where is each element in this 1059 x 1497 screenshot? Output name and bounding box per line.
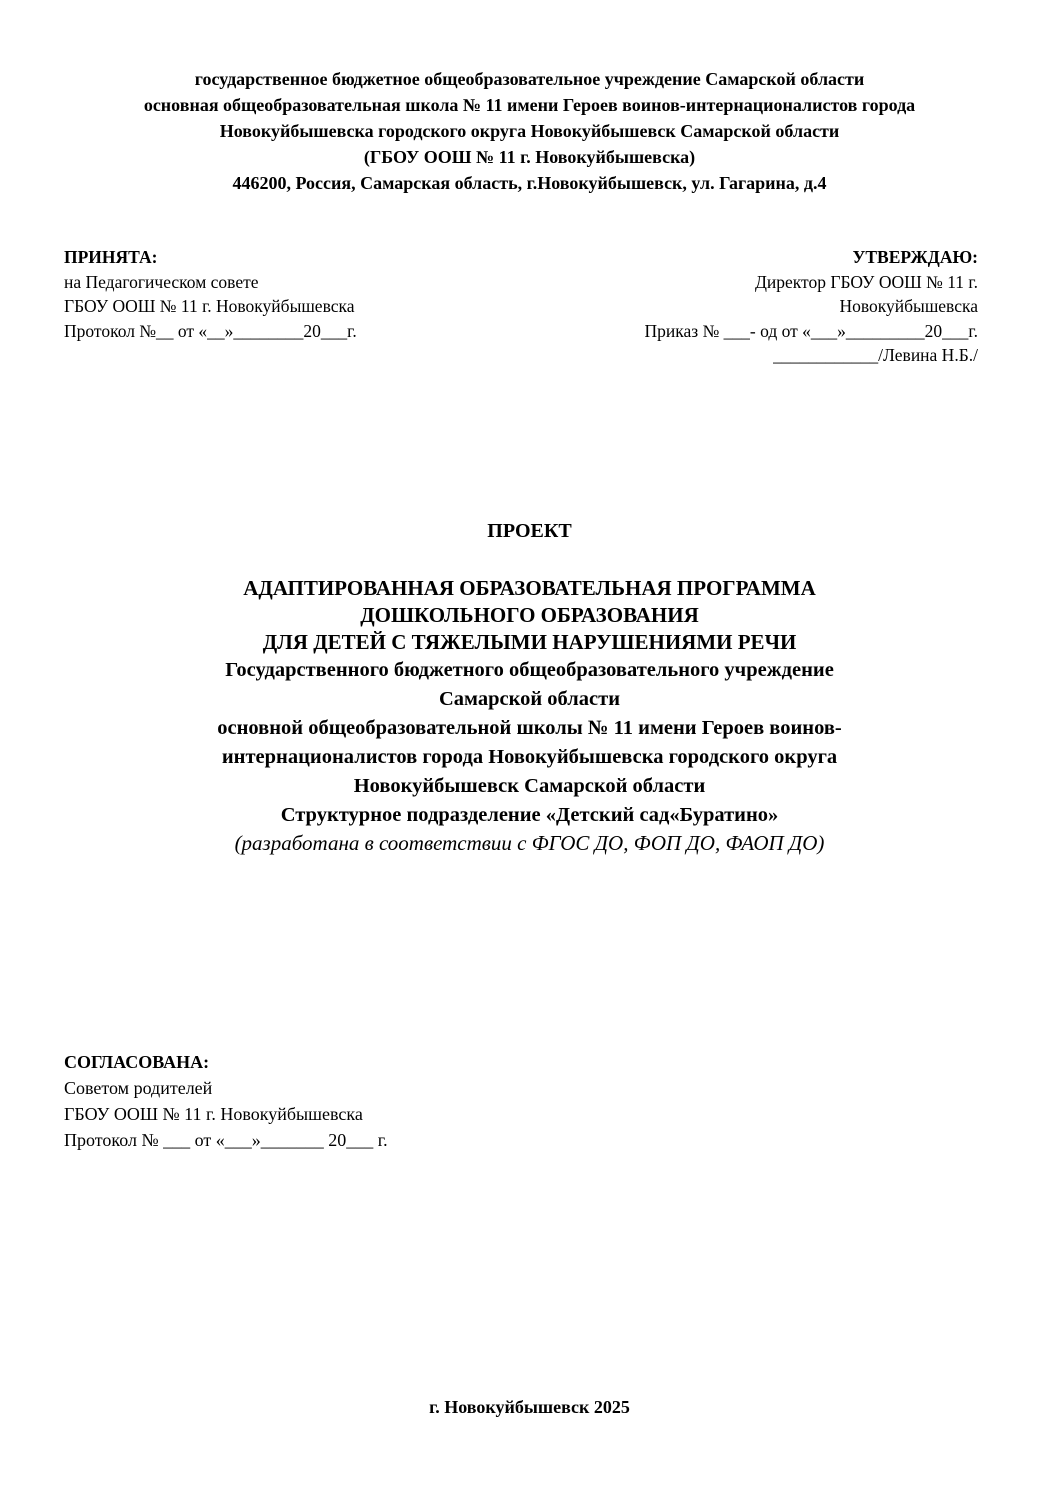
program-org-line: основной общеобразовательной школы № 11 имени Героев воинов-	[217, 717, 842, 739]
header-line-3: Новокуйбышевска городского округа Новокуйбышевск Самарской области	[219, 121, 840, 141]
program-title	[40, 575, 1019, 656]
approved-title: УТВЕРЖДАЮ:	[852, 247, 978, 267]
approved-order: Приказ № ___- од от «___»_________20___г.	[644, 320, 978, 341]
project-label: ПРОЕКТ	[487, 520, 572, 542]
agreed-line-1: Советом родителей	[64, 1078, 213, 1098]
approved-line-1: Директор ГБОУ ООШ № 11 г.	[754, 271, 978, 292]
program-org-line: интернационалистов города Новокуйбышевска городского округа	[221, 746, 838, 768]
accepted-block	[64, 245, 357, 343]
program-title-line: ДОШКОЛЬНОГО ОБРАЗОВАНИЯ	[360, 603, 699, 627]
accepted-protocol: Протокол №__ от «__»________20___г.	[64, 320, 357, 341]
program-note: (разработана в соответствии с ФГОС ДО, ФОП ДО, ФАОП ДО)	[234, 831, 825, 855]
program-title-block	[40, 517, 1019, 856]
header-address: 446200, Россия, Самарская область, г.Новокуйбышевск, ул. Гагарина, д.4	[232, 173, 827, 193]
approved-block	[645, 245, 978, 368]
agreed-line-2: ГБОУ ООШ № 11 г. Новокуйбышевска	[64, 1104, 363, 1124]
program-org-line: Структурное подразделение «Детский сад«Буратино»	[280, 804, 779, 826]
approved-signature: ____________/Левина Н.Б./	[773, 345, 978, 365]
program-org-line: Новокуйбышевск Самарской области	[353, 775, 706, 797]
program-title-line: АДАПТИРОВАННАЯ ОБРАЗОВАТЕЛЬНАЯ ПРОГРАММА	[243, 576, 816, 600]
header-line-2: основная общеобразовательная школа № 11 имени Героев воинов-интернационалистов города	[143, 95, 916, 115]
program-title-line: ДЛЯ ДЕТЕЙ С ТЯЖЕЛЫМИ НАРУШЕНИЯМИ РЕЧИ	[262, 630, 797, 654]
footer-place-year: г. Новокуйбышевск 2025	[429, 1397, 630, 1417]
approved-line-2: Новокуйбышевска	[839, 296, 978, 316]
agreed-block	[64, 1049, 388, 1153]
accepted-title: ПРИНЯТА:	[64, 247, 158, 267]
program-org-line: Государственного бюджетного общеобразовательного учреждение	[225, 659, 834, 681]
agreed-title: СОГЛАСОВАНА:	[64, 1052, 210, 1072]
organization-header	[40, 66, 1019, 196]
agreed-protocol: Протокол № ___ от «___»_______ 20___ г.	[64, 1130, 388, 1150]
accepted-line-1: на Педагогическом совете	[64, 271, 259, 292]
program-org-line: Самарской области	[438, 688, 621, 710]
header-line-4: (ГБОУ ООШ № 11 г. Новокуйбышевска)	[363, 147, 696, 167]
program-organization	[40, 656, 1019, 830]
header-line-1: государственное бюджетное общеобразовательное учреждение Самарской области	[194, 69, 865, 89]
accepted-line-2: ГБОУ ООШ № 11 г. Новокуйбышевска	[64, 296, 355, 316]
